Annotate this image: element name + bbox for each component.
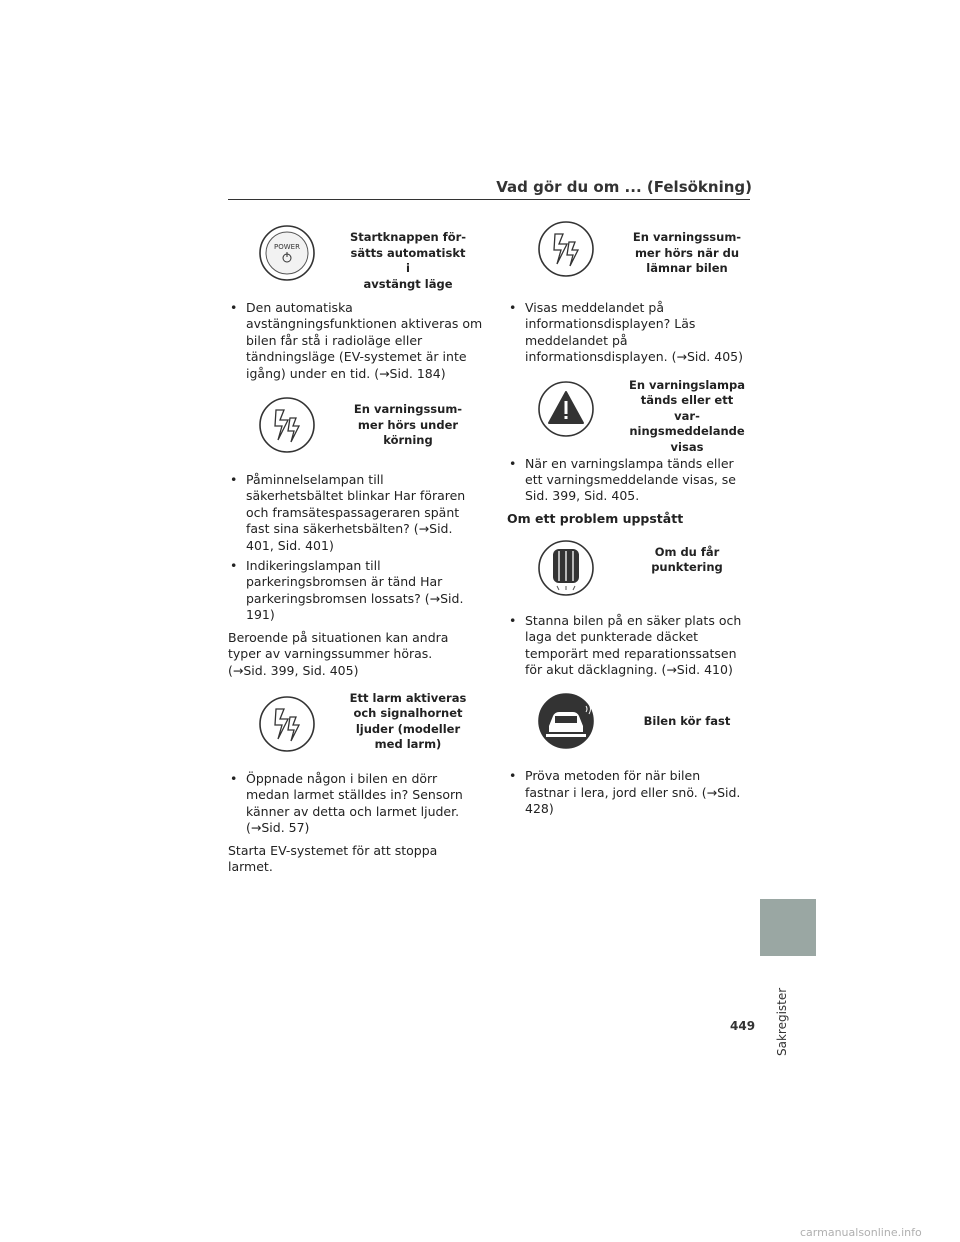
warning-triangle-icon <box>537 380 595 442</box>
bullet-text: Påminnelselampan till säkerhetsbältet blinkar Har föraren och framsätespassageraren spänt fast sina säkerhetsbälten? (→Sid. 401, Sid. 401) <box>246 472 466 553</box>
list-item <box>507 768 747 817</box>
header-divider <box>228 199 750 200</box>
section-tab-label-wrap <box>775 966 791 1056</box>
stuck-car-icon <box>537 692 595 754</box>
list-item <box>228 771 468 837</box>
bullet-text: När en varningslampa tänds eller ett varningsmeddelande visas, se Sid. 399, Sid. 405. <box>525 455 736 504</box>
stuck-label: Bilen kör fast <box>643 714 731 729</box>
warning-label: En varningslampa tänds eller ett var- ningsmeddelande visas <box>628 377 746 454</box>
bullet-glyph: • <box>509 300 517 315</box>
page-header-title: Vad gör du om ... (Felsökning) <box>496 178 752 196</box>
bullet-text: Indikeringslampan till parkeringsbromsen är tänd Har parkeringsbromsen lossats? (→Sid. 191) <box>246 558 464 623</box>
tire-label: Om du får punktering <box>651 544 723 575</box>
bullet-glyph: • <box>230 300 238 315</box>
buzzer-icon <box>537 220 595 282</box>
right-column <box>507 220 747 818</box>
left-column <box>228 220 483 875</box>
watermark: carmanualsonline.info <box>800 1226 922 1239</box>
power-row <box>228 220 468 290</box>
bullet-text: Öppnade någon i bilen en dörr medan larmet ställdes in? Sensorn känner av detta och larmet ljuder. (→Sid. 57) <box>246 770 463 836</box>
buzzer-row <box>228 390 468 466</box>
bullet-glyph: • <box>230 770 238 786</box>
bullet-text: Pröva metoden för när bilen fastnar i lera, jord eller snö. (→Sid. 428) <box>525 768 741 817</box>
buzzer-leave-row <box>507 220 747 290</box>
paragraph: Starta EV-systemet för att stoppa larmet. <box>228 842 438 874</box>
list-item <box>507 300 747 366</box>
bullet-text: Stanna bilen på en säker plats och laga det punkterade däcket temporärt med reparationssatsen för akut däcklagning. (→Sid. 410) <box>525 612 742 678</box>
bullet-glyph: • <box>509 768 517 784</box>
alarm-icon <box>258 695 316 757</box>
alarm-row <box>228 685 468 765</box>
bullet-text: Den automatiska avstängningsfunktionen aktiveras om bilen får stå i radioläge eller tändningsläge (EV-systemet är inte igång) under en tid. (→Sid. 184) <box>246 300 483 381</box>
tire-row <box>507 533 747 603</box>
flat-tire-icon <box>537 539 595 601</box>
alarm-label: Ett larm aktiveras och signalhornet ljuder (modeller med larm) <box>349 690 467 752</box>
section-heading: Om ett problem uppstått <box>507 510 684 526</box>
buzzer-icon <box>258 396 316 458</box>
list-item <box>228 300 486 382</box>
bullet-glyph: • <box>230 472 238 488</box>
list-item <box>228 558 468 624</box>
bullet-glyph: • <box>230 558 238 574</box>
buzzer-label: En varningssum- mer hörs under körning <box>353 402 463 448</box>
bullet-glyph: • <box>509 455 517 471</box>
buzzer-leave-label: En varningssum- mer hörs när du lämnar bilen <box>632 230 742 275</box>
page-number: 449 <box>730 1019 756 1033</box>
list-item <box>228 472 468 554</box>
power-icon-text: POWER <box>274 243 300 251</box>
power-label: Startknappen för- sätts automatiskt i avstängt läge <box>349 230 467 291</box>
power-button-icon <box>258 224 316 286</box>
list-item <box>507 613 747 679</box>
list-item <box>507 456 747 505</box>
section-tab-label: Sakregister <box>775 987 789 1056</box>
bullet-glyph: • <box>509 612 517 628</box>
paragraph: Beroende på situationen kan andra typer av varningssummer höras. (→Sid. 399, Sid. 405) <box>228 629 449 678</box>
section-tab <box>760 899 816 956</box>
stuck-row <box>507 684 747 762</box>
warning-row <box>507 372 747 452</box>
bullet-text: Visas meddelandet på informationsdisplayen? Läs meddelandet på informationsdisplayen. (→Sid. 405) <box>525 300 743 365</box>
